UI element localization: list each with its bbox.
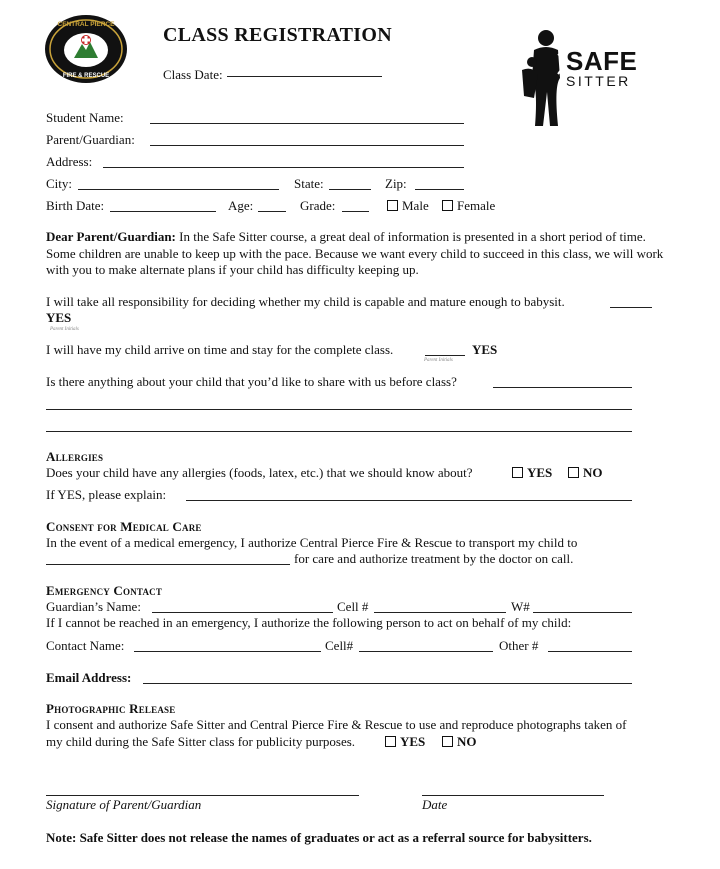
intro-paragraph bbox=[46, 229, 674, 279]
emergency-authorize-text: If I cannot be reached in an emergency, I authorize the following person to act on behalf of my child: bbox=[46, 615, 572, 630]
photo-release-line-2: my child during the Safe Sitter class for publicity purposes. bbox=[46, 734, 356, 749]
consent-facility-field[interactable] bbox=[46, 564, 290, 565]
photo-no-label: NO bbox=[457, 734, 477, 749]
allergies-explain-field[interactable] bbox=[186, 500, 632, 501]
city-field[interactable] bbox=[78, 189, 279, 190]
student-name-label: Student Name: bbox=[46, 110, 124, 125]
fire-logo-top-text: CENTRAL PIERCE bbox=[57, 21, 115, 28]
page-title: CLASS REGISTRATION bbox=[163, 24, 392, 46]
female-checkbox[interactable] bbox=[442, 200, 453, 211]
class-date-label: Class Date: bbox=[163, 67, 223, 82]
photo-yes-checkbox[interactable] bbox=[385, 736, 396, 747]
safe-sitter-figure-icon bbox=[514, 28, 574, 128]
contact-name-field[interactable] bbox=[134, 651, 321, 652]
allergies-yes-label: YES bbox=[527, 465, 553, 480]
signature-label: Signature of Parent/Guardian bbox=[46, 797, 202, 812]
signature-field[interactable] bbox=[46, 795, 359, 796]
contact-cell-label: Cell# bbox=[325, 638, 354, 653]
photo-yes-label: YES bbox=[400, 734, 426, 749]
state-field[interactable] bbox=[329, 189, 371, 190]
parent-initials-caption: Parent Initials bbox=[50, 327, 79, 332]
contact-name-label: Contact Name: bbox=[46, 638, 125, 653]
guardian-work-field[interactable] bbox=[533, 612, 632, 613]
arrive-initials-field[interactable] bbox=[425, 355, 465, 356]
age-field[interactable] bbox=[258, 211, 286, 212]
photo-no-checkbox[interactable] bbox=[442, 736, 453, 747]
arrive-yes: YES bbox=[472, 342, 498, 357]
guardian-work-label: W# bbox=[511, 599, 530, 614]
date-field[interactable] bbox=[422, 795, 604, 796]
share-question: Is there anything about your child that you’d like to share with us before class? bbox=[46, 374, 457, 389]
zip-label: Zip: bbox=[385, 176, 407, 191]
allergies-no-option[interactable] bbox=[568, 465, 603, 481]
emergency-heading: Emergency Contact bbox=[46, 583, 163, 598]
arrive-statement: I will have my child arrive on time and stay for the complete class. bbox=[46, 342, 394, 357]
male-label: Male bbox=[402, 198, 429, 213]
allergies-question: Does your child have any allergies (foods, latex, etc.) that we should know about? bbox=[46, 465, 473, 480]
zip-field[interactable] bbox=[415, 189, 464, 190]
safe-sitter-logo-safe: SAFE bbox=[566, 46, 638, 76]
date-label: Date bbox=[422, 797, 448, 812]
consent-line-2: for care and authorize treatment by the doctor on call. bbox=[294, 551, 574, 566]
male-option[interactable] bbox=[387, 198, 429, 214]
state-label: State: bbox=[294, 176, 324, 191]
age-label: Age: bbox=[228, 198, 254, 213]
fire-logo-bottom-text: FIRE & RESCUE bbox=[62, 73, 110, 79]
footer-note: Note: Safe Sitter does not release the names of graduates or act as a referral source for babysitters. bbox=[46, 830, 592, 845]
contact-other-field[interactable] bbox=[548, 651, 632, 652]
city-label: City: bbox=[46, 176, 73, 191]
parent-guardian-label: Parent/Guardian: bbox=[46, 132, 135, 147]
share-answer-field-3[interactable] bbox=[46, 431, 632, 432]
birth-date-field[interactable] bbox=[110, 211, 216, 212]
intro-lead: Dear Parent/Guardian: bbox=[46, 229, 176, 244]
female-label: Female bbox=[457, 198, 496, 213]
guardian-name-label: Guardian’s Name: bbox=[46, 599, 141, 614]
guardian-name-field[interactable] bbox=[152, 612, 333, 613]
parent-guardian-field[interactable] bbox=[150, 145, 464, 146]
email-field[interactable] bbox=[143, 683, 632, 684]
consent-heading: Consent for Medical Care bbox=[46, 519, 202, 534]
responsibility-initials-field[interactable] bbox=[610, 307, 652, 308]
class-date-field[interactable] bbox=[227, 76, 382, 77]
allergies-yes-option[interactable] bbox=[512, 465, 552, 481]
intro-text: In the Safe Sitter course, a great deal of information is presented in a short period of time. Some children are unable to keep up with the pace. Because we want every child to succeed in this class, we will work with you to make alternate plans if your child has difficulty keeping up. bbox=[46, 229, 664, 277]
grade-label: Grade: bbox=[300, 198, 336, 213]
female-option[interactable] bbox=[442, 198, 495, 214]
consent-line-1: In the event of a medical emergency, I authorize Central Pierce Fire & Rescue to transport my child to bbox=[46, 535, 578, 550]
male-checkbox[interactable] bbox=[387, 200, 398, 211]
allergies-heading: Allergies bbox=[46, 449, 104, 464]
student-name-field[interactable] bbox=[150, 123, 464, 124]
share-answer-field-1[interactable] bbox=[493, 387, 632, 388]
photo-no-option[interactable] bbox=[442, 734, 477, 750]
safe-sitter-logo-sitter: SITTER bbox=[566, 73, 631, 89]
address-field[interactable] bbox=[103, 167, 464, 168]
guardian-cell-field[interactable] bbox=[374, 612, 506, 613]
photo-release-heading: Photographic Release bbox=[46, 701, 176, 716]
allergies-no-label: NO bbox=[583, 465, 603, 480]
central-pierce-fire-logo bbox=[44, 14, 128, 84]
photo-release-line-1: I consent and authorize Safe Sitter and Central Pierce Fire & Rescue to use and reproduce photographs taken of bbox=[46, 717, 627, 732]
email-label: Email Address: bbox=[46, 670, 132, 685]
allergies-no-checkbox[interactable] bbox=[568, 467, 579, 478]
birth-date-label: Birth Date: bbox=[46, 198, 105, 213]
allergies-yes-checkbox[interactable] bbox=[512, 467, 523, 478]
address-label: Address: bbox=[46, 154, 93, 169]
responsibility-statement: I will take all responsibility for deciding whether my child is capable and mature enough to babysit. bbox=[46, 294, 565, 309]
contact-cell-field[interactable] bbox=[359, 651, 493, 652]
share-answer-field-2[interactable] bbox=[46, 409, 632, 410]
grade-field[interactable] bbox=[342, 211, 369, 212]
contact-other-label: Other # bbox=[499, 638, 539, 653]
arrive-initials-caption: Parent Initials bbox=[424, 358, 453, 363]
allergies-explain-label: If YES, please explain: bbox=[46, 487, 167, 502]
photo-yes-option[interactable] bbox=[385, 734, 425, 750]
responsibility-yes: YES bbox=[46, 310, 72, 325]
guardian-cell-label: Cell # bbox=[337, 599, 369, 614]
